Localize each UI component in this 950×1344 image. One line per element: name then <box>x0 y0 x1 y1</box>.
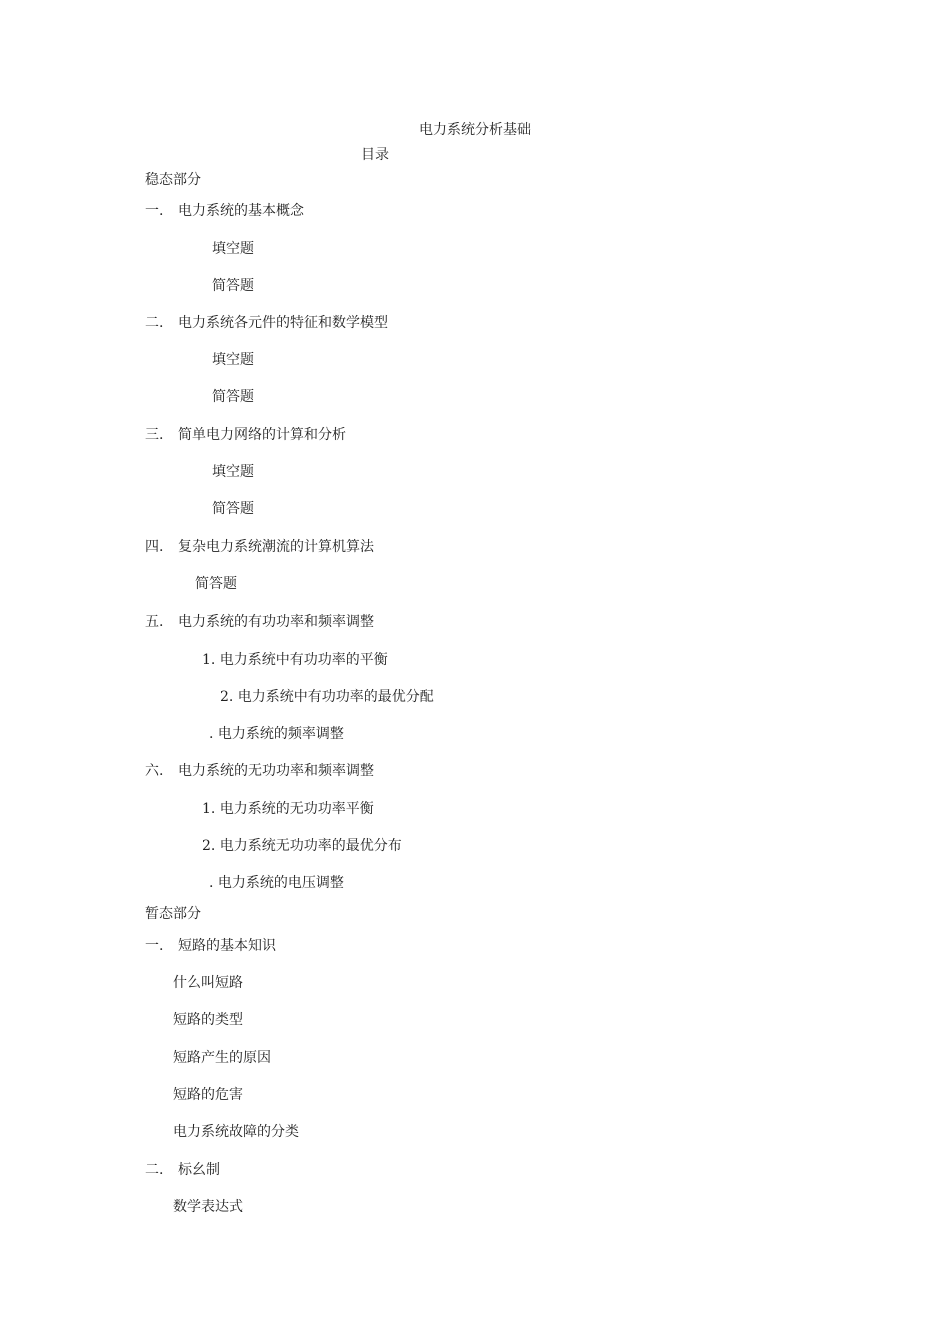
section-title: 复杂电力系统潮流的计算机算法 <box>178 539 374 555</box>
toc-item: 电力系统故障的分类 <box>173 1124 299 1140</box>
toc-item: . 电力系统的频率调整 <box>209 726 344 742</box>
section-number: 一. <box>145 203 164 219</box>
section-number: 二. <box>145 1162 164 1178</box>
toc-item: 短路的类型 <box>173 1012 243 1028</box>
toc-item: 简答题 <box>212 389 254 405</box>
toc-label: 目录 <box>361 147 389 163</box>
toc-item: 短路的危害 <box>173 1087 243 1103</box>
section-number: 三. <box>145 427 164 443</box>
toc-item: 数学表达式 <box>173 1199 243 1215</box>
section-number: 六. <box>145 763 164 779</box>
section-title: 电力系统的基本概念 <box>178 203 304 219</box>
steady-state-heading: 稳态部分 <box>145 172 201 188</box>
section-number: 四. <box>145 539 164 555</box>
section-title: 短路的基本知识 <box>178 938 276 954</box>
toc-item: 填空题 <box>212 352 254 368</box>
transient-heading: 暂态部分 <box>145 906 201 922</box>
toc-item: 填空题 <box>212 241 254 257</box>
toc-item: 2. 电力系统中有功功率的最优分配 <box>220 689 434 705</box>
toc-item: 1. 电力系统的无功功率平衡 <box>202 801 374 817</box>
toc-item: 什么叫短路 <box>173 975 243 991</box>
toc-item: 简答题 <box>212 278 254 294</box>
section-title: 电力系统各元件的特征和数学模型 <box>178 315 388 331</box>
document-title: 电力系统分析基础 <box>419 122 531 138</box>
section-number: 二. <box>145 315 164 331</box>
toc-item: 填空题 <box>212 464 254 480</box>
toc-item: . 电力系统的电压调整 <box>209 875 344 891</box>
section-title: 电力系统的有功功率和频率调整 <box>178 614 374 630</box>
toc-item: 短路产生的原因 <box>173 1050 271 1066</box>
toc-item: 1. 电力系统中有功功率的平衡 <box>202 652 388 668</box>
toc-item: 2. 电力系统无功功率的最优分布 <box>202 838 402 854</box>
section-number: 五. <box>145 614 164 630</box>
section-title: 简单电力网络的计算和分析 <box>178 427 346 443</box>
toc-item: 简答题 <box>195 576 237 592</box>
section-number: 一. <box>145 938 164 954</box>
section-title: 电力系统的无功功率和频率调整 <box>178 763 374 779</box>
toc-item: 简答题 <box>212 501 254 517</box>
section-title: 标幺制 <box>178 1162 220 1178</box>
